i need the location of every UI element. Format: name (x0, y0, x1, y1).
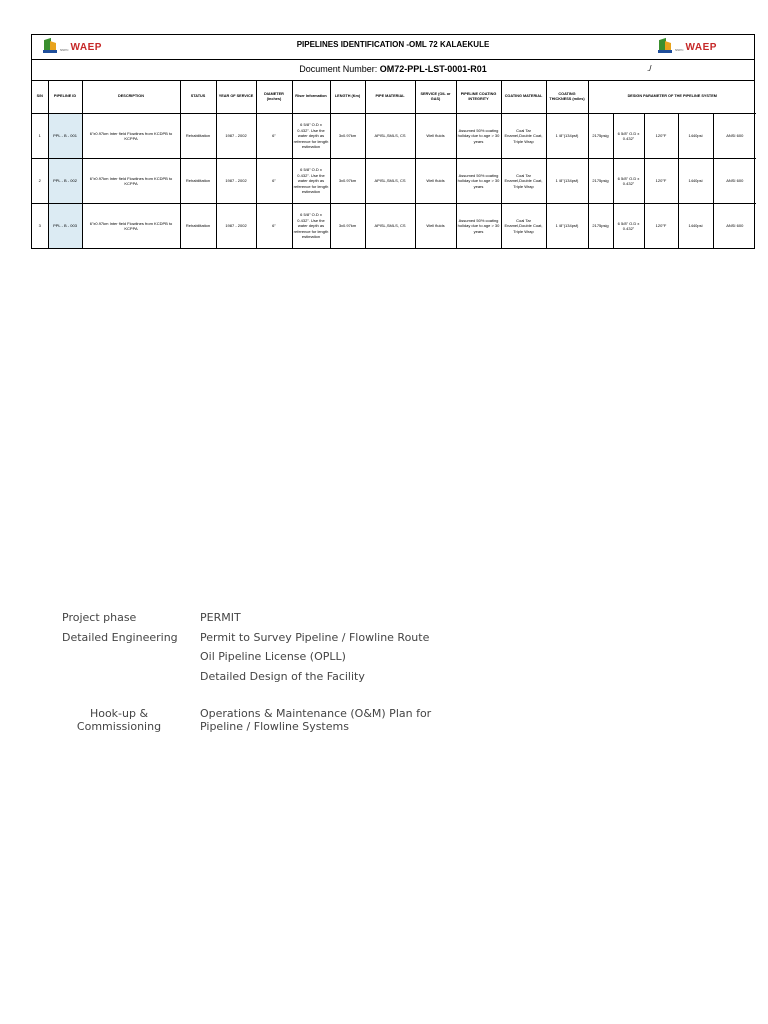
pipelines-table (32, 81, 756, 248)
cell-length: 3x0.97km (330, 114, 365, 159)
cell-design-mop: 1440psi (678, 114, 713, 159)
note-label (62, 667, 200, 687)
cell-design-pressure: 2175psig (588, 114, 613, 159)
company-logo-right (657, 39, 717, 55)
cell-description: 6"x0.97km Inter field Flowlines from KCDPB to KCPPA (82, 204, 180, 249)
cell-description: 6"x0.97km Inter field Flowlines from KCDPB to KCPPA (82, 159, 180, 204)
title-row (32, 35, 754, 60)
note-text (200, 704, 431, 733)
document-number-label: Document Number: (299, 64, 378, 74)
note-text: Oil Pipeline License (OPLL) (200, 650, 346, 663)
cell-year: 1987 - 2002 (216, 114, 256, 159)
cell-design-rating: ANSI 600 (713, 159, 756, 204)
note-label: Detailed Engineering (62, 630, 178, 644)
cell-integrity: Assumed 50% coating holiday due to age > 30 years (456, 159, 501, 204)
cell-status: Rehabilitation (180, 114, 216, 159)
cell-service: Well fluids (415, 204, 456, 249)
cell-riser: 6 5/8" O.D x 0.432". Use the water depth as reference for length estimation (292, 114, 330, 159)
cell-design-size: 6 5/8" O.D x 0.432" (613, 159, 644, 204)
cell-status: Rehabilitation (180, 159, 216, 204)
cell-pipeline-id: PPL - B - 003 (48, 204, 82, 249)
col-header: LENGTH (Km) (330, 81, 365, 114)
cell-year: 1987 - 2002 (216, 204, 256, 249)
cell-material: APISL,SMLS, CS (365, 159, 415, 204)
col-header: YEAR OF SERVICE (216, 81, 256, 114)
cell-sn: 3 (32, 204, 48, 249)
note-label (62, 647, 200, 667)
col-header: COATING THICKNESS (miles) (546, 81, 588, 114)
cell-design-mop: 1440psi (678, 159, 713, 204)
note-row (62, 628, 482, 648)
table-row (32, 159, 756, 204)
note-text: PERMIT (200, 611, 241, 624)
col-header: STATUS (180, 81, 216, 114)
cell-status: Rehabilitation (180, 204, 216, 249)
logo-text: WAEP (685, 41, 717, 53)
cell-description: 6"x0.97km Inter field Flowlines from KCDPB to KCPPA (82, 114, 180, 159)
note-label (62, 704, 176, 733)
cell-material: APISL,SMLS, CS (365, 204, 415, 249)
cell-coating: Coal Tar Enamel,Double Coat, Triple Wrap (501, 159, 546, 204)
cell-service: Well fluids (415, 114, 456, 159)
table-row (32, 204, 756, 249)
cell-integrity: Assumed 50% coating holiday due to age > 30 years (456, 204, 501, 249)
note-row (62, 647, 482, 667)
cell-design-rating: ANSI 600 (713, 114, 756, 159)
note-text-line: Operations & Maintenance (O&M) Plan for (200, 707, 432, 720)
cell-riser: 6 5/8" O.D x 0.432". Use the water depth as reference for length estimation (292, 204, 330, 249)
cell-diameter: 6" (256, 159, 292, 204)
cell-design-temperature: 120°F (644, 114, 678, 159)
logo-subtext: NNPC (60, 48, 69, 52)
table-header-row (32, 81, 756, 114)
cell-pipeline-id: PPL - B - 002 (48, 159, 82, 204)
permit-group (62, 608, 482, 686)
table-row (32, 114, 756, 159)
cell-thickness: 1 /8"(134psf) (546, 114, 588, 159)
hookup-group (62, 704, 482, 733)
cell-design-size: 6 5/8" O.D x 0.432" (613, 114, 644, 159)
cell-design-temperature: 120°F (644, 204, 678, 249)
cell-coating: Coal Tar Enamel,Double Coat, Triple Wrap (501, 204, 546, 249)
note-row (62, 608, 482, 628)
col-header: PIPE MATERIAL (365, 81, 415, 114)
cell-thickness: 1 /8"(134psf) (546, 204, 588, 249)
col-header: DIAMETER (inches) (256, 81, 292, 114)
cell-design-pressure: 2175psig (588, 159, 613, 204)
document-number-row (32, 60, 754, 81)
col-header: SERVICE (OIL or GAS) (415, 81, 456, 114)
col-header: PIPELINE COATING INTEGRITY (456, 81, 501, 114)
col-header: S/N (32, 81, 48, 114)
cell-pipeline-id: PPL - B - 001 (48, 114, 82, 159)
cell-diameter: 6" (256, 114, 292, 159)
cell-sn: 2 (32, 159, 48, 204)
logo-mark-icon (657, 39, 673, 55)
tick-mark: ./ (647, 64, 652, 73)
cell-length: 3x0.97km (330, 159, 365, 204)
cell-design-temperature: 120°F (644, 159, 678, 204)
col-header-design-parameters: DESIGN PARAMETER OF THE PIPELINE SYSTEM (588, 81, 756, 114)
col-header: DESCRIPTION (82, 81, 180, 114)
col-header: Riser Information (292, 81, 330, 114)
note-row (62, 667, 482, 687)
note-label-line: Hook-up & (89, 707, 149, 720)
cell-riser: 6 5/8" O.D x 0.432". Use the water depth as reference for length estimation (292, 159, 330, 204)
cell-design-mop: 1440psi (678, 204, 713, 249)
cell-integrity: Assumed 50% coating holiday due to age > 30 years (456, 114, 501, 159)
document-number (32, 64, 754, 74)
note-label: Project phase (62, 611, 137, 624)
cell-year: 1987 - 2002 (216, 159, 256, 204)
cell-service: Well fluids (415, 159, 456, 204)
cell-design-size: 6 5/8" O.D x 0.432" (613, 204, 644, 249)
document-number-value: OM72-PPL-LST-0001-R01 (379, 64, 487, 74)
note-text: Detailed Design of the Facility (200, 669, 365, 683)
pipeline-identification-sheet (31, 34, 755, 249)
cell-diameter: 6" (256, 204, 292, 249)
logo-text: WAEP (70, 41, 102, 53)
cell-design-rating: ANSI 600 (713, 204, 756, 249)
note-text-line: Pipeline / Flowline Systems (200, 720, 349, 733)
cell-sn: 1 (32, 114, 48, 159)
cell-coating: Coal Tar Enamel,Double Coat, Triple Wrap (501, 114, 546, 159)
logo-subtext: NNPC (675, 48, 684, 52)
project-phase-notes (62, 608, 482, 733)
cell-material: APISL,SMLS, CS (365, 114, 415, 159)
col-header: COATING MATERIAL (501, 81, 546, 114)
note-label-line: Commissioning (76, 720, 162, 733)
cell-design-pressure: 2175psig (588, 204, 613, 249)
cell-length: 3x0.97km (330, 204, 365, 249)
cell-thickness: 1 /8"(134psf) (546, 159, 588, 204)
col-header: PIPELINE ID (48, 81, 82, 114)
document-title: PIPELINES IDENTIFICATION -OML 72 KALAEKULE (296, 40, 490, 49)
note-text: Permit to Survey Pipeline / Flowline Route (200, 630, 430, 644)
